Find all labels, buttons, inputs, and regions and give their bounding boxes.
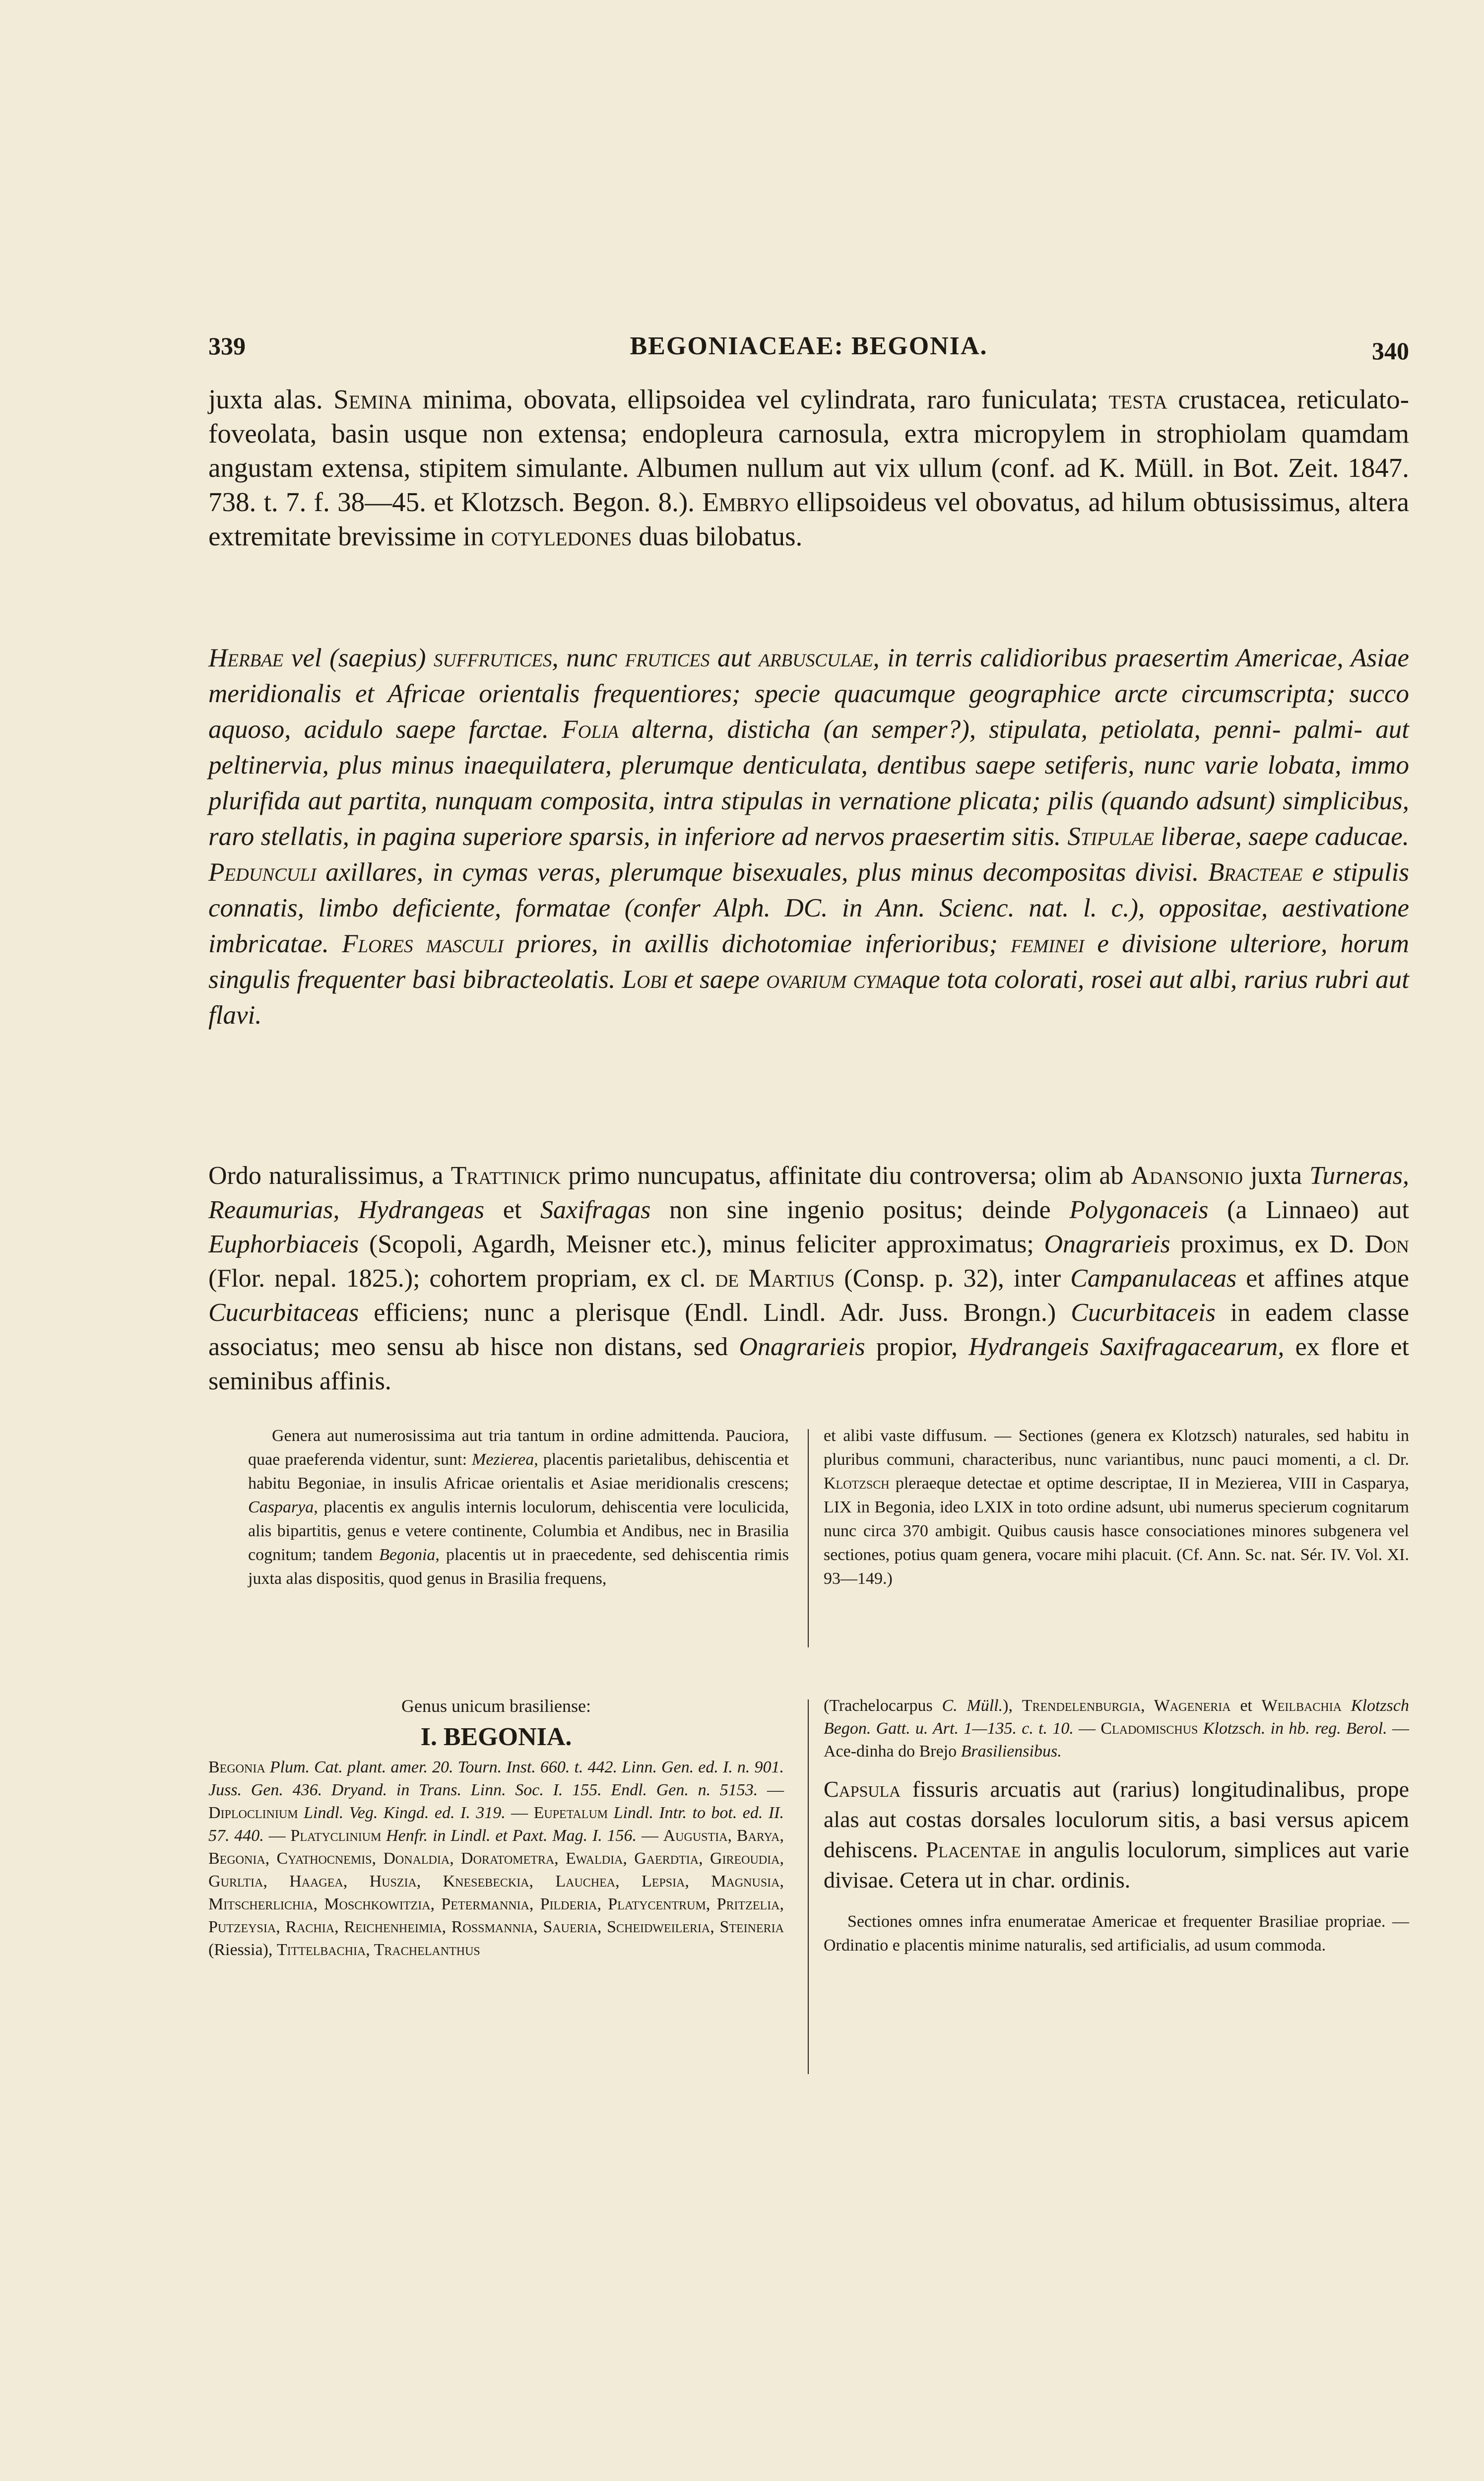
synonymy-text: Begonia Plum. Cat. plant. amer. 20. Tourn. Inst. 660. t. 442. Linn. Gen. ed. I. n. 901. Juss. Gen. 436. Dryand. in Trans. Linn. Soc. I. 155. Endl. Gen. n. 5153. — Diploclinium Lindl. Veg. Kingd. ed. I. 319. — Eupetalum Lindl. Intr. to bot. ed. II. 57. 440. — Platyclinium Henfr. in Lindl. et Paxt. Mag. I. 156. — Augustia, Barya, Begonia, Cyathocnemis, Donaldia, Doratometra, Ewaldia, Gaerdtia, Gireoudia, Gurltia, Haagea, Huszia, Knesebeckia, Lauchea, Lepsia, Magnusia, Mitscherlichia, Moschkowitzia, Petermannia, Pilderia, Platycentrum, Pritzelia, Putzeysia, Rachia, Reichenheimia, Rossmannia, Saueria, Scheidweileria, Steineria (Riessia), Tittelbachia, Trachelanthus	[208, 1758, 784, 1959]
column-divider	[808, 1429, 809, 1647]
seed-description-paragraph: juxta alas. Semina minima, obovata, ellipsoidea vel cylindrata, raro funiculata; testa crustacea, reticulato-foveolata, basin usque non extensa; endopleura carnosula, extra micropylem in strophiolam quamdam angustam extensa, stipitem simulante. Albumen nullum aut vix ullum (conf. ad K. Müll. in Bot. Zeit. 1847. 738. t. 7. f. 38—45. et Klotzsch. Begon. 8.). Embryo ellipsoideus vel obovatus, ad hilum obtusissimus, altera extremitate brevissime in cotyledones duas bilobatus.	[208, 384, 1410, 551]
habit-description-paragraph: Herbae vel (saepius) suffrutices, nunc frutices aut arbusculae, in terris calidioribus praesertim Americae, Asiae meridionalis et Africae orientalis frequentiores; specie quacumque geographice arcte circumscripta; succo aquoso, acidulo saepe farctae. Folia alterna, disticha (an semper?), stipulata, petiolata, penni- palmi- aut peltinervia, plus minus inaequilatera, plerumque denticulata, dentibus saepe setiferis, nunc varie lobata, immo plurifida aut partita, nunquam composita, intra stipulas in vernatione plicata; pilis (quando adsunt) simplicibus, raro stellatis, in pagina superiore sparsis, in inferiore ad nervos praesertim sitis. Stipulae liberae, saepe caducae. Pedunculi axillares, in cymas veras, plerumque bisexuales, plus minus decompositas divisi. Bracteae e stipulis connatis, limbo deficiente, formatae (confer Alph. DC. in Ann. Scienc. nat. l. c.), oppositae, aestivatione imbricatae. Flores masculi priores, in axillis dichotomiae inferioribus; feminei e divisione ulteriore, horum singulis frequenter basi bibracteolatis. Lobi et saepe ovarium cymaque tota colorati, rosei aut albi, rarius rubri aut flavi.	[208, 644, 1409, 1030]
page-number-left: 339	[208, 332, 246, 360]
column-divider-lower	[808, 1699, 809, 2074]
page-number-right: 340	[1372, 337, 1409, 365]
running-header	[208, 331, 1409, 376]
capsula-description: Capsula fissuris arcuatis aut (rarius) longitudinalibus, prope alas aut costas dorsales loculorum sitis, a basi versus apicem dehiscens. Placentae in angulis loculorum, simplices aut varie divisae. Cetera ut in char. ordinis.	[824, 1776, 1409, 1893]
ordo-paragraph: Ordo naturalissimus, a Trattinick primo nuncupatus, affinitate diu controversa; olim ab Adansonio juxta Turneras, Reaumurias, Hydrangeas et Saxifragas non sine ingenio positus; deinde Polygonaceis (a Linnaeo) aut Euphorbiaceis (Scopoli, Agardh, Meisner etc.), minus feliciter approximatus; Onagrarieis proximus, ex D. Don (Flor. nepal. 1825.); cohortem propriam, ex cl. de Martius (Consp. p. 32), inter Campanulaceas et affines atque Cucurbitaceas efficiens; nunc a plerisque (Endl. Lindl. Adr. Juss. Brongn.) Cucurbitaceis in eadem classe associatus; meo sensu ab hisce non distans, sed Onagrarieis propior, Hydrangeis Saxifragacearum, ex flore et seminibus affinis.	[208, 1162, 1410, 1395]
genus-left-column	[208, 1695, 784, 1961]
genus-right-column	[824, 1695, 1409, 1958]
note-left-column: Genera aut numerosissima aut tria tantum in ordine admittenda. Pauciora, quae praeferenda videntur, sunt: Mezierea, placentis parietalibus, dehiscentia et habitu Begoniae, in insulis Africae orientalis et Asiae meridionalis crescens; Casparya, placentis ex angulis internis loculorum, dehiscentia vere loculicida, alis bipartitis, genus e vetere continente, Columbia et Andibus, nec in Brasilia cognitum; tandem Begonia, placentis ut in praecedente, sed dehiscentia rimis juxta alas dispositis, quod genus in Brasilia frequens,	[248, 1427, 789, 1588]
genus-title: I. BEGONIA.	[420, 1723, 572, 1751]
genus-unicum-label: Genus unicum brasiliense:	[401, 1696, 591, 1716]
synonymy-continued: (Trachelocarpus C. Müll.), Trendelenburgia, Wageneria et Weilbachia Klotzsch Begon. Gatt. u. Art. 1—135. c. t. 10. — Cladomischus Klotzsch. in hb. reg. Berol. — Ace-dinha do Brejo Brasiliensibus.	[824, 1697, 1410, 1761]
running-title: BEGONIACEAE: BEGONIA.	[630, 332, 988, 360]
sections-note: Sectiones omnes infra enumeratae Americae et frequenter Brasiliae propriae. — Ordinatio e placentis minime naturalis, sed artificialis, ad usum commoda.	[824, 1912, 1409, 1955]
note-right-column: et alibi vaste diffusum. — Sectiones (genera ex Klotzsch) naturales, sed habitu in pluribus communi, characteribus, nunc variantibus, nunc pauci momenti, a cl. Dr. Klotzsch pleraeque detectae et optime descriptae, II in Mezierea, VIII in Casparya, LIX in Begonia, ideo LXIX in toto ordine adsunt, ubi numerus specierum cognitarum nunc circa 370 ambigit. Quibus causis hasce consociationes minores subgenera vel sectiones, potius quam genera, vocare mihi placuit. (Cf. Ann. Sc. nat. Sér. IV. Vol. XI. 93—149.)	[824, 1427, 1409, 1588]
